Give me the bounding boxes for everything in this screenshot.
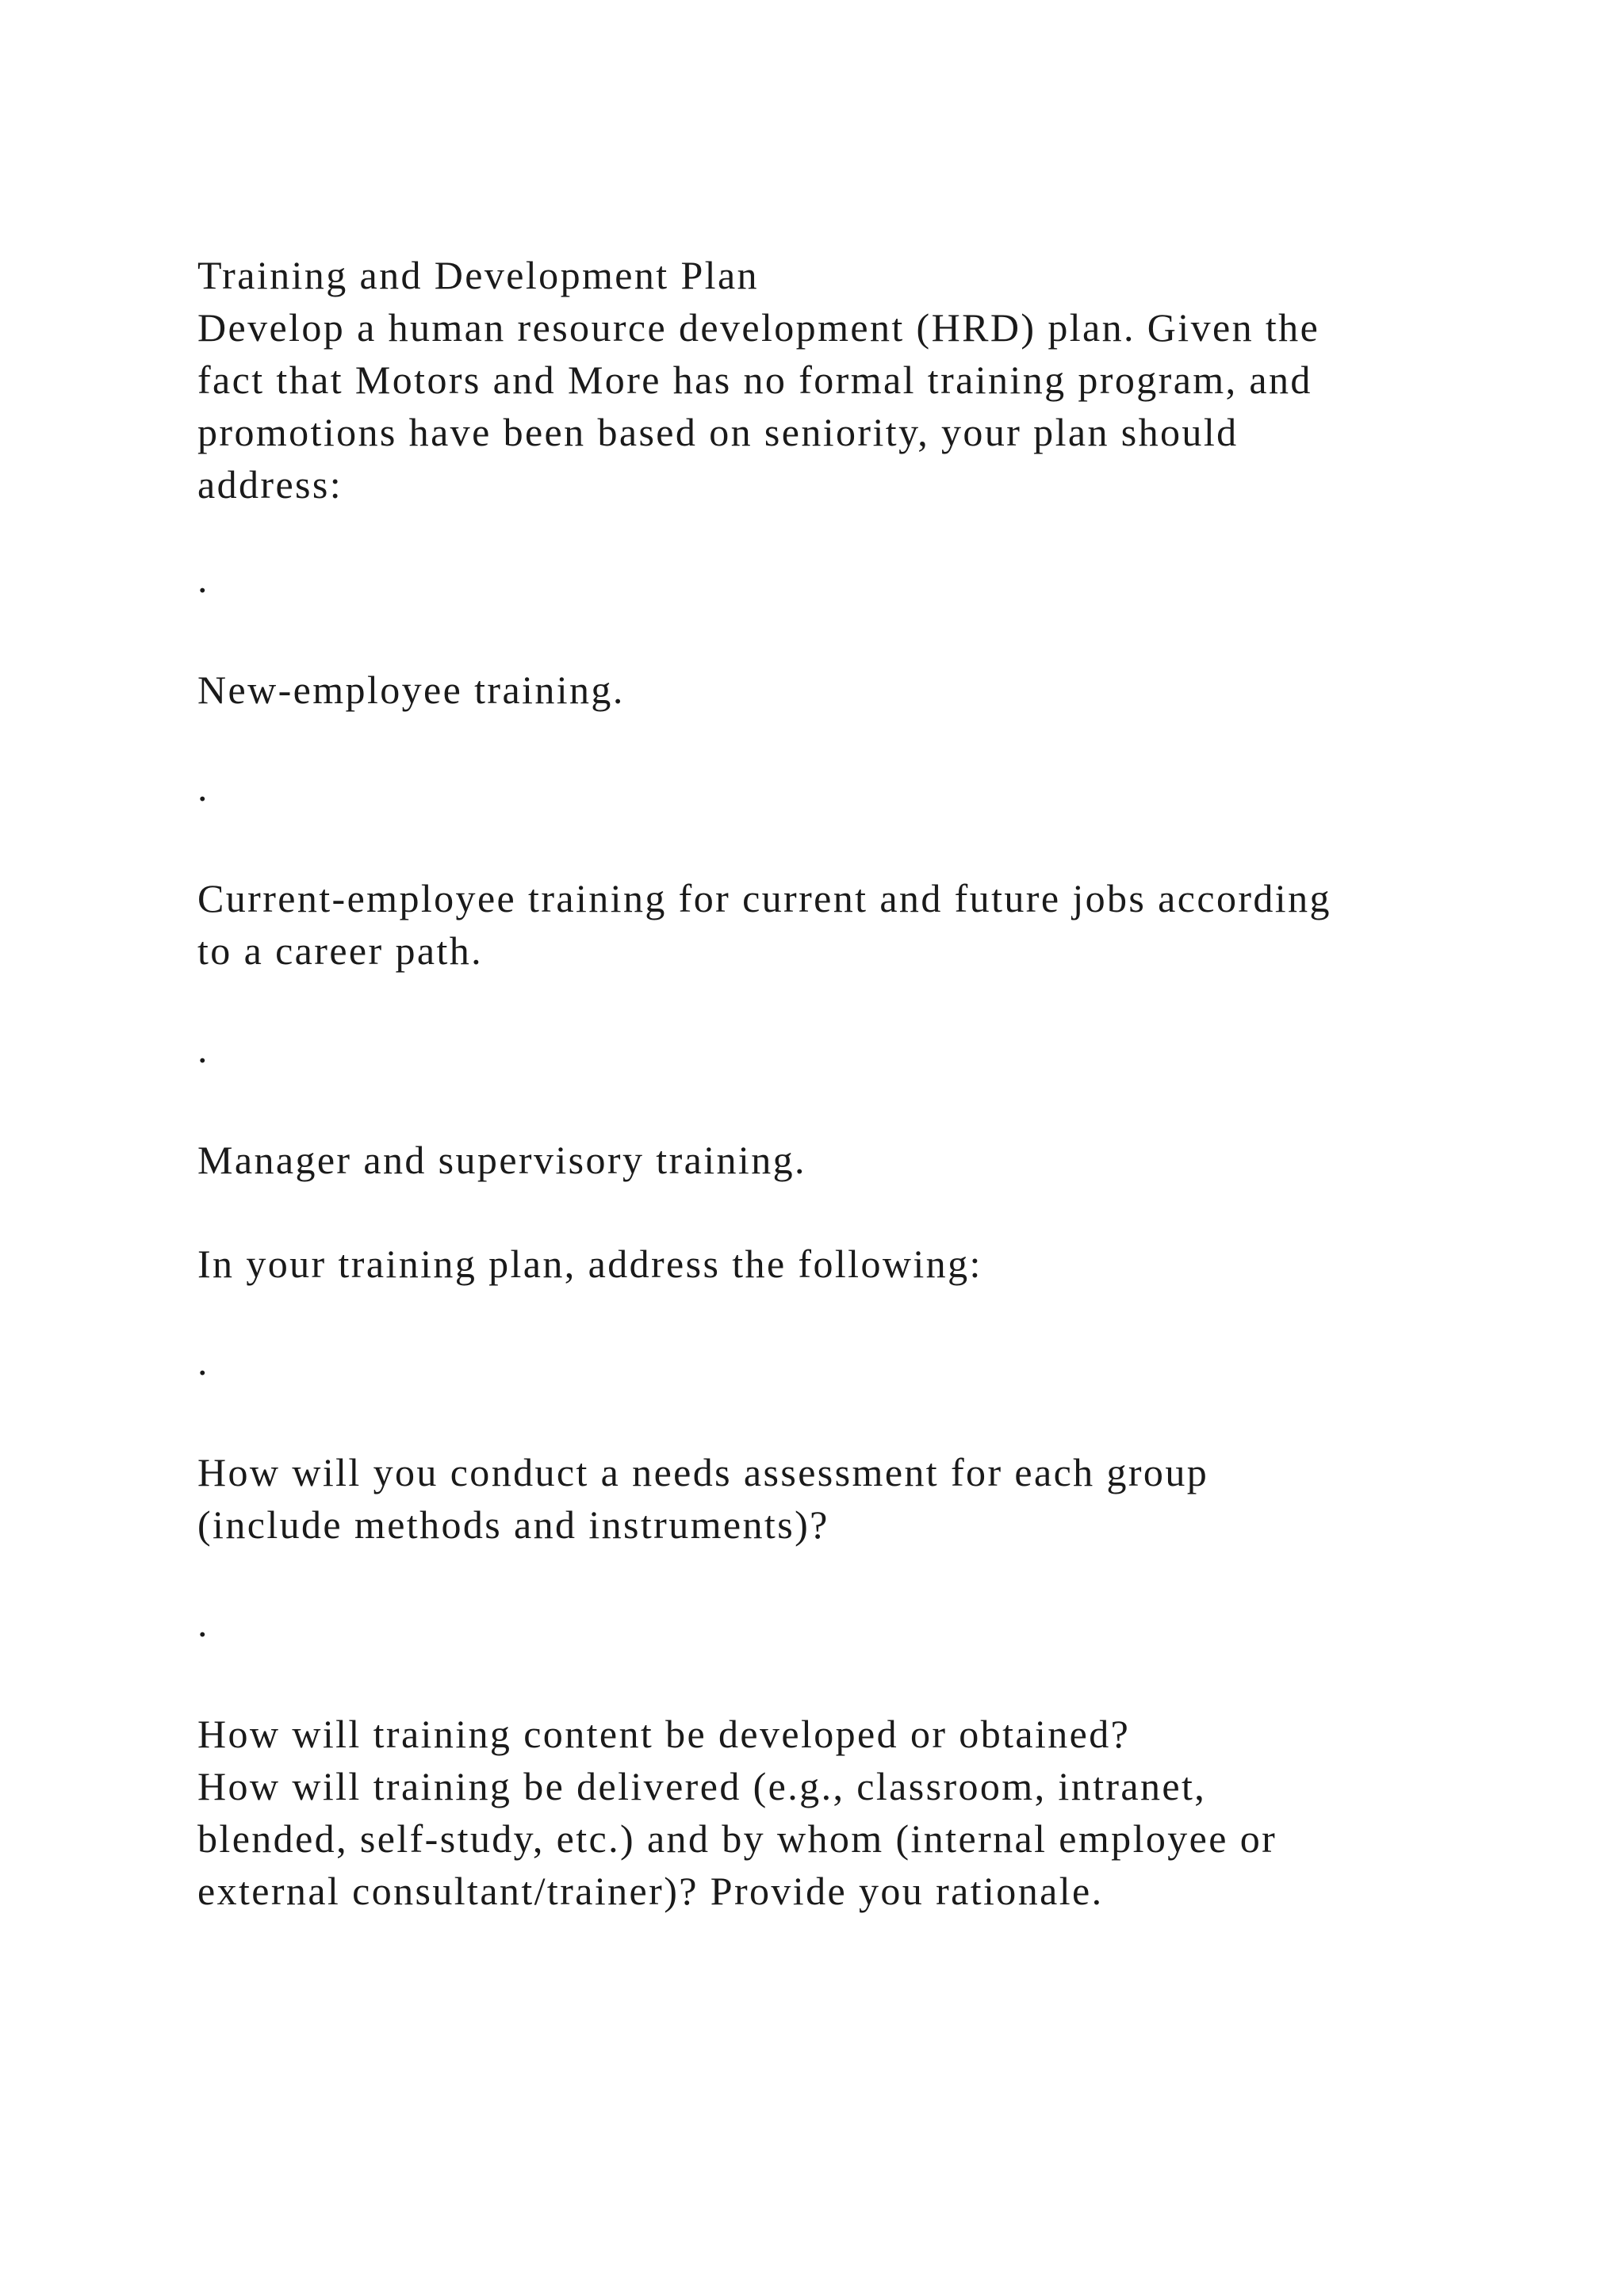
intro-line: Develop a human resource development (HRD) plan. Given the: [197, 305, 1320, 350]
document-title: Training and Development Plan: [197, 253, 759, 297]
address-item-content-delivery: external consultant/trainer)? Provide you rationale.: [197, 1869, 1104, 1913]
bullet-marker: .: [197, 1601, 209, 1645]
address-intro: In your training plan, address the following:: [197, 1242, 982, 1286]
plan-item-manager: Manager and supervisory training.: [197, 1138, 806, 1182]
intro-line: fact that Motors and More has no formal training program, and: [197, 358, 1312, 402]
bullet-marker: .: [197, 557, 209, 601]
address-item-content-delivery: blended, self-study, etc.) and by whom (internal employee or: [197, 1816, 1277, 1861]
bullet-marker: .: [197, 1027, 209, 1071]
bullet-marker: .: [197, 1339, 209, 1383]
intro-line: promotions have been based on seniority, your plan should: [197, 410, 1239, 454]
address-item-content-delivery: How will training be delivered (e.g., classroom, intranet,: [197, 1764, 1207, 1808]
intro-line: address:: [197, 462, 343, 507]
plan-item-current-employee: Current-employee training for current and future jobs according: [197, 876, 1331, 920]
address-item-content-delivery: How will training content be developed or obtained?: [197, 1712, 1131, 1756]
plan-item-current-employee: to a career path.: [197, 928, 484, 973]
plan-item-new-employee: New-employee training.: [197, 668, 625, 712]
address-item-needs-assessment: How will you conduct a needs assessment for each group: [197, 1450, 1209, 1494]
address-item-needs-assessment: (include methods and instruments)?: [197, 1502, 829, 1547]
bullet-marker: .: [197, 765, 209, 809]
